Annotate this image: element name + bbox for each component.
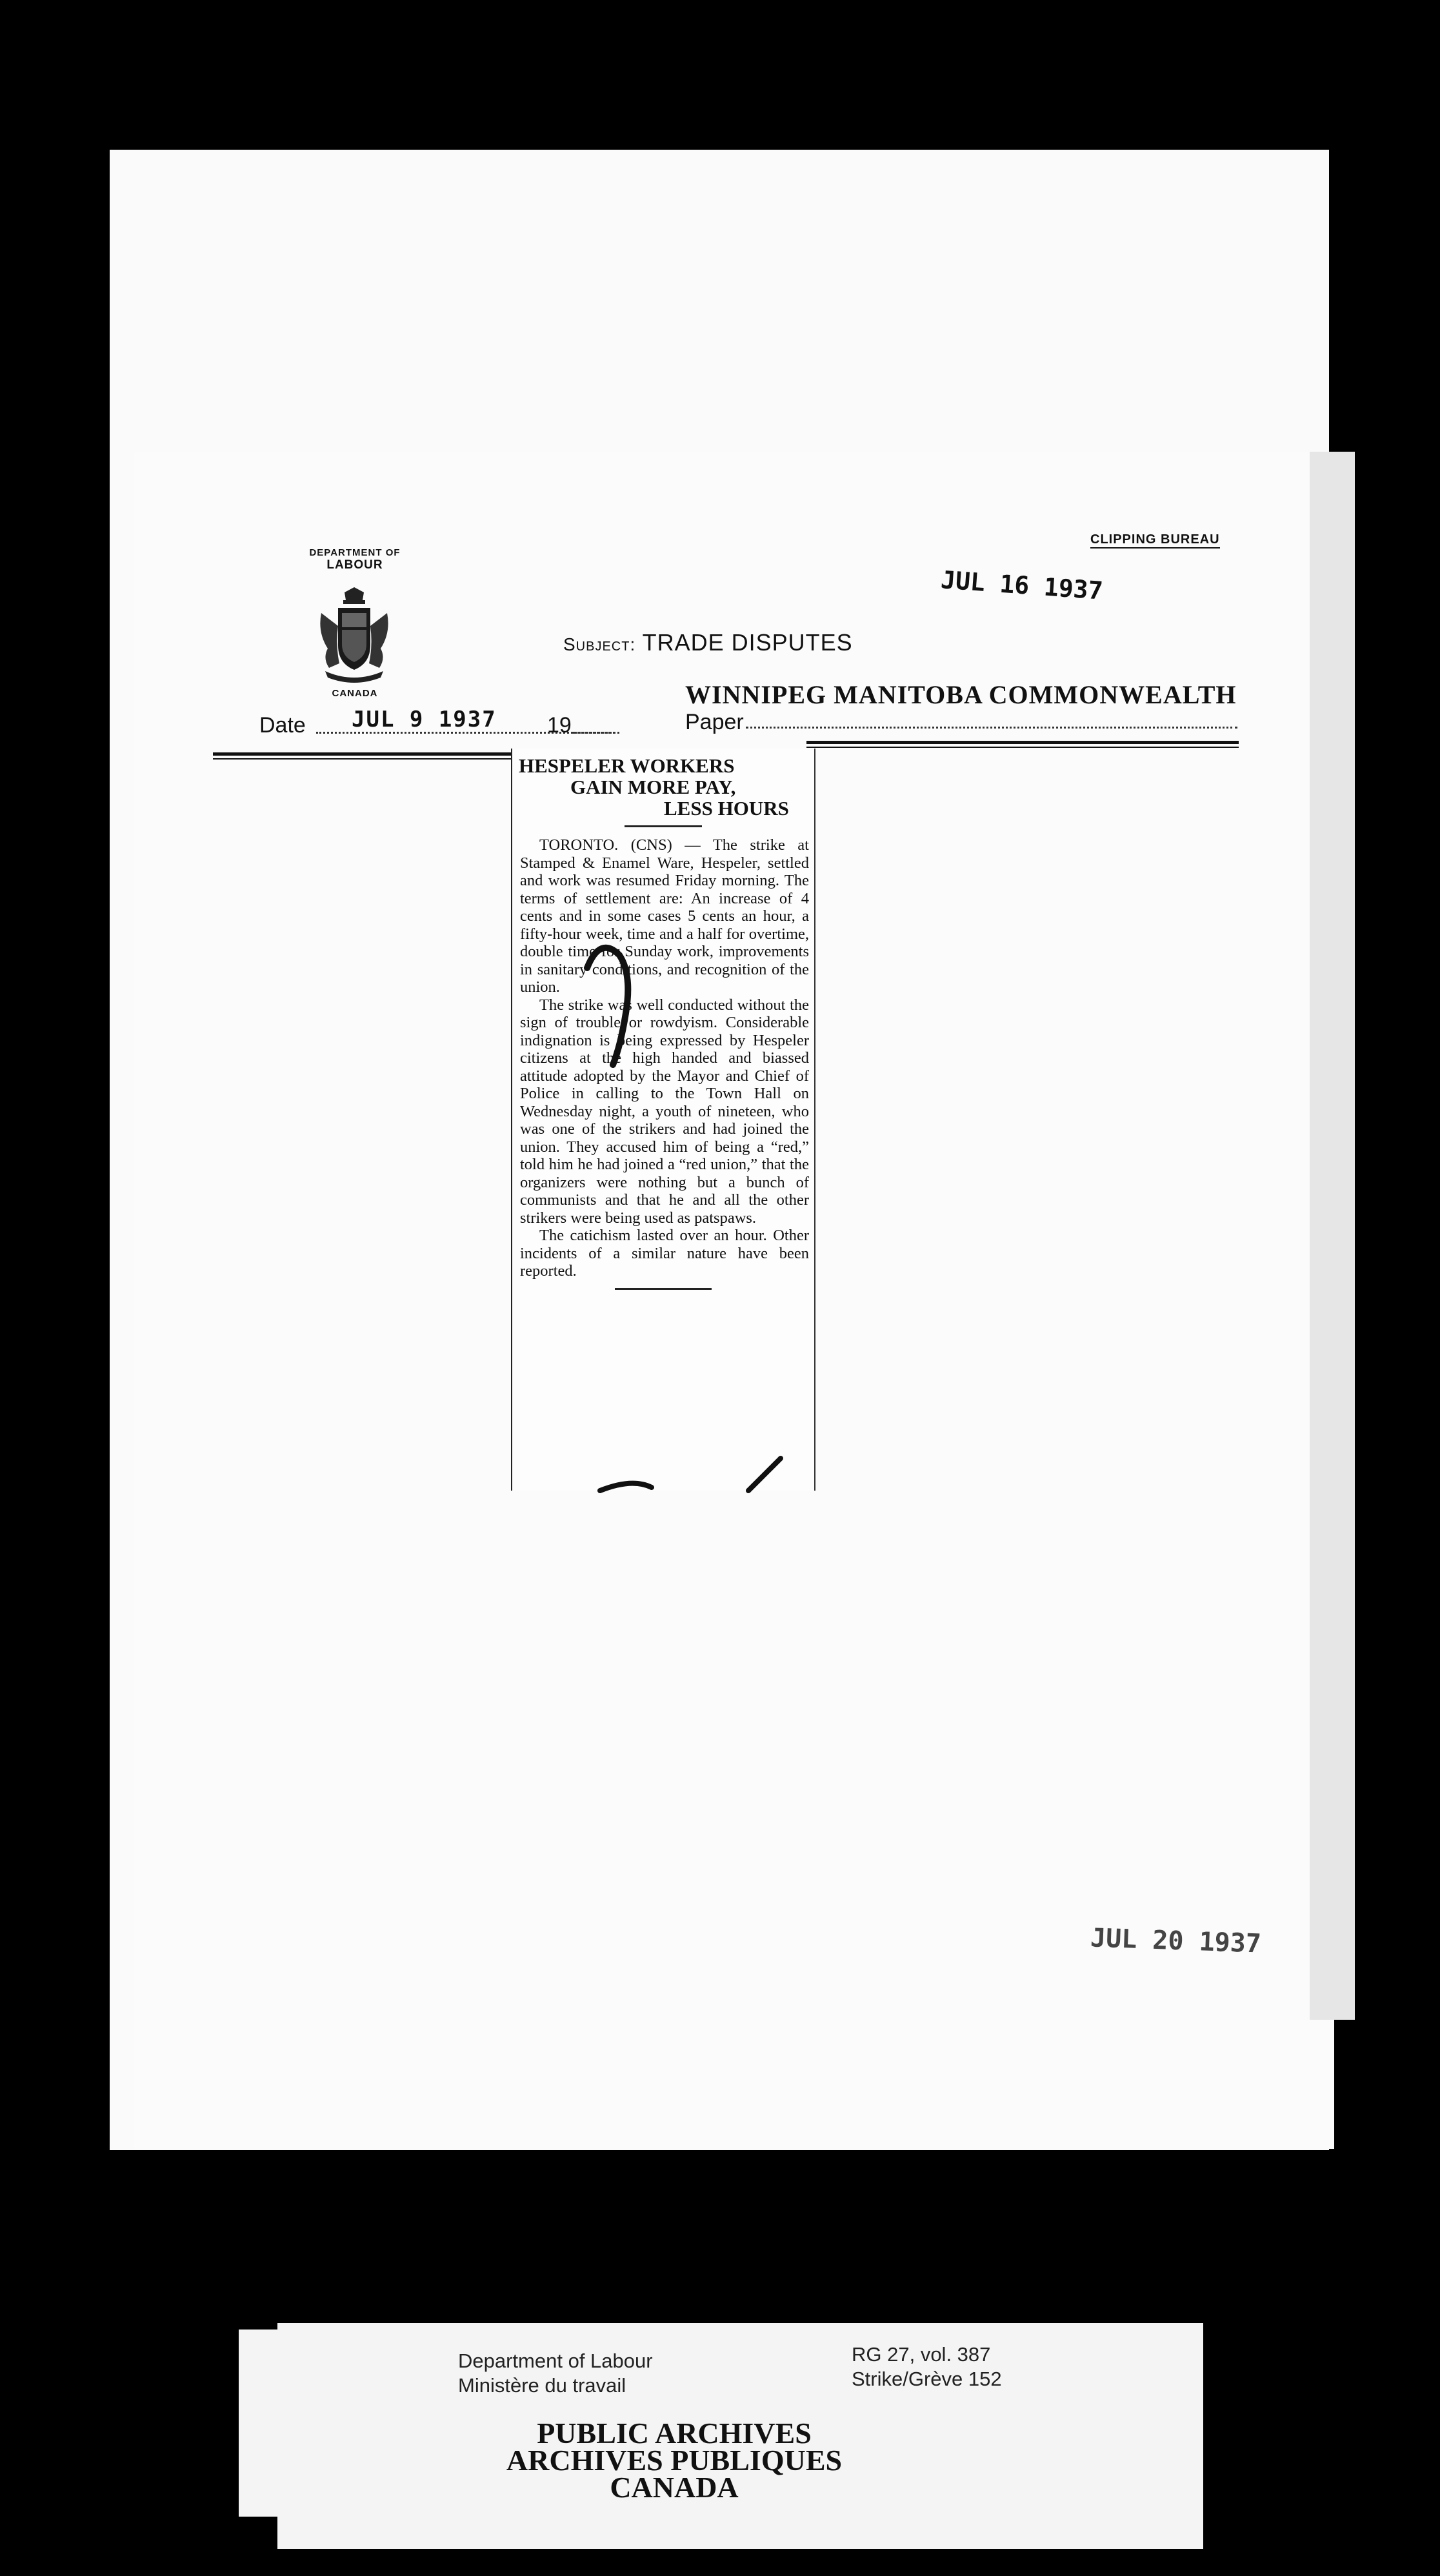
department-label: [284, 547, 426, 572]
article-paragraph: The catichism lasted over an hour. Other incidents of a similar nature have been reported.: [520, 1227, 809, 1280]
department-line-1: DEPARTMENT OF: [309, 547, 401, 558]
article-paragraph: TORONTO. (CNS) — The strike at Stamped & Enamel Ware, Hespeler, settled and work was resumed Friday morning. The terms of settlement are: An increase of 4 cents and in some cases 5 cents an hour, a fifty-hour week, time and a half for overtime, double time for Sunday work, improvements in sanitary conditions, and recognition of the union.: [520, 836, 809, 996]
year-prefix: 19: [547, 713, 572, 738]
date-stamp: JUL 9 1937: [352, 707, 497, 732]
received-date-stamp: JUL 16 1937: [939, 565, 1104, 605]
headline-separator: [625, 825, 702, 827]
archive-department: [458, 2349, 653, 2398]
article-headline: [519, 755, 809, 819]
archive-department-en: Department of Labour: [458, 2350, 653, 2372]
handwritten-check-icon: [594, 1452, 787, 1510]
header-rule-right: [806, 741, 1239, 744]
department-line-2: LABOUR: [326, 558, 383, 572]
archive-title-en: PUBLIC ARCHIVES: [537, 2417, 812, 2450]
sheet-edge: [1310, 452, 1355, 2020]
card-tab-right: [1145, 2339, 1203, 2520]
subject-line: [563, 629, 853, 656]
headline-line-2: GAIN MORE PAY,: [570, 776, 736, 798]
year-dotted-line: [573, 732, 615, 734]
paper-label: Paper: [685, 710, 744, 734]
paper-dotted-line: [746, 727, 1237, 729]
archive-reference-strike: Strike/Grève 152: [852, 2368, 1002, 2390]
archive-reference-volume: RG 27, vol. 387: [852, 2343, 991, 2366]
handwritten-mark-icon: [581, 916, 684, 1071]
header-rule-left: [213, 752, 511, 756]
archive-department-fr: Ministère du travail: [458, 2374, 626, 2397]
coat-of-arms-icon: [316, 587, 392, 684]
headline-line-1: HESPELER WORKERS: [519, 754, 735, 777]
subject-value: TRADE DISPUTES: [642, 629, 853, 656]
article-paragraph: The strike was well conducted without the sign of trouble or rowdyism. Considerable indignation is being expressed by Hespeler citizens at the high handed and biassed attitude adopted by the Mayor and Chief of Police in calling to the Town Hall on Wednesday night, a youth of nineteen, who was one of the strikers and had joined the union. They accused him of being a “red,” told him he had joined a “red union,” that the organizers were nothing but a bunch of communists and that he and all the other strikers were being used as patspaws.: [520, 996, 809, 1227]
header-rule-right-thin: [806, 747, 1239, 748]
headline-line-3: LESS HOURS: [664, 797, 789, 820]
archive-title-country: CANADA: [610, 2471, 739, 2504]
archive-title-fr: ARCHIVES PUBLIQUES: [506, 2444, 843, 2477]
department-country: CANADA: [332, 688, 378, 699]
paper-name: WINNIPEG MANITOBA COMMONWEALTH: [685, 680, 1237, 709]
header-rule-left-thin: [213, 758, 511, 760]
archive-reference: [852, 2342, 1002, 2391]
card-tab-left: [239, 2329, 277, 2517]
article-end-separator: [615, 1288, 712, 1290]
subject-label: Subject:: [563, 634, 636, 654]
newspaper-clipping: [511, 749, 815, 1491]
archive-title: [439, 2417, 910, 2504]
clipping-bureau-label: CLIPPING BUREAU: [1090, 532, 1220, 548]
archive-label-card: [277, 2323, 1203, 2549]
filed-date-stamp: JUL 20 1937: [1090, 1923, 1262, 1959]
date-label: Date: [259, 713, 306, 738]
